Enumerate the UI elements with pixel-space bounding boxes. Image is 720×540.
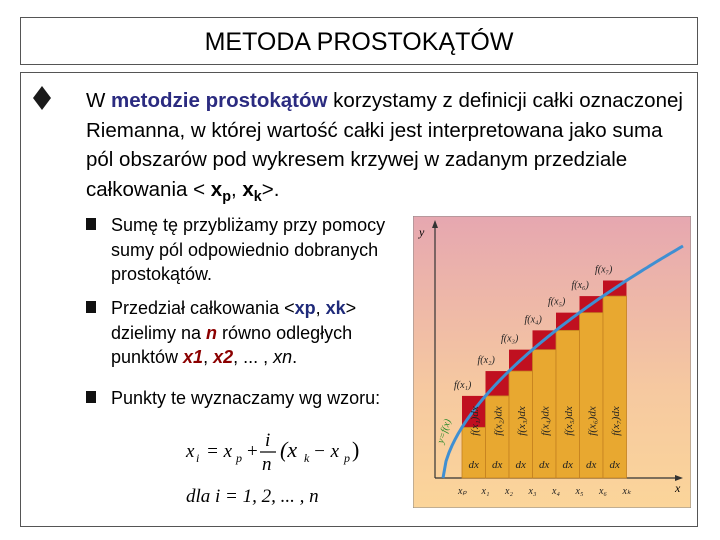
bar-area-label: f(x₇)dx [609,406,622,436]
square-bullet-icon [86,218,96,230]
bar-rectangle [580,313,604,478]
dx-label: dx [468,459,479,471]
svg-text:− x: − x [313,441,340,462]
y-axis-label: y [419,225,425,239]
formula-image [180,422,366,514]
function-value-label: f(x₇) [595,264,613,276]
svg-text:(x: (x [280,437,298,462]
emphasis-term: metodzie prostokątów [111,89,328,112]
svg-text:i: i [196,451,200,465]
x-tick-label: x₃ [528,486,537,497]
dx-label: dx [515,459,526,471]
dx-label: dx [492,459,503,471]
svg-text:p: p [236,451,242,465]
x-tick-label: x₆ [599,486,607,497]
bar-rectangle [603,296,627,478]
svg-text:i: i [265,430,271,451]
x-tick-label: x₄ [552,486,560,497]
function-value-label: f(x₃) [501,333,519,345]
diamond-bullet-icon [33,86,51,110]
square-bullet-icon [86,301,96,313]
function-value-label: f(x₄) [524,314,542,326]
rectangle-method-graph [413,216,691,508]
function-value-label: f(x₁) [454,379,472,391]
dx-label: dx [586,459,597,471]
svg-text:+: + [247,441,258,462]
x-tick-label: x₂ [505,486,513,497]
slide-title: METODA PROSTOKĄTÓW [20,17,698,65]
bar-area-label: f(x₆)dx [586,406,599,436]
svg-text:x: x [186,441,195,462]
bar-area-label: f(x₁)dx [468,406,481,436]
main-paragraph: W metodzie prostokątów korzystamy z definicji całki oznaczonej Riemanna, w której wartość całki jest interpretowana jako suma pól obszarów pod wykresem krzywej w zadanym przedziale całkowania < $x_p$, $x_k>$. [86,89,683,205]
square-bullet-icon [86,391,96,403]
x-tick-label: xₚ [458,486,467,497]
dx-label: dx [562,459,573,471]
x-tick-label: xₖ [622,486,632,497]
x-axis-label: x [675,481,681,495]
dx-label: dx [539,459,550,471]
svg-text:p: p [344,451,350,465]
function-value-label: f(x₆) [571,280,589,292]
bar-area-label: f(x₄)dx [539,406,552,436]
svg-text:): ) [352,437,360,462]
bar-area-label: f(x₃)dx [515,406,528,436]
dx-label: dx [609,459,620,471]
function-value-label: f(x₂) [477,355,495,367]
x-tick-label: x₁ [481,486,490,497]
bar-area-label: f(x₂)dx [492,406,505,436]
bar-rectangle [556,330,580,478]
svg-text:n: n [262,454,272,475]
curve-label: y=f(x) [435,417,454,445]
svg-text:k: k [304,451,310,465]
svg-text:dla i = 1, 2, ... , n: dla i = 1, 2, ... , n [186,486,319,507]
bar-area-label: f(x₅)dx [562,406,575,436]
svg-text:= x: = x [206,441,233,462]
function-value-label: f(x₅) [548,296,566,308]
x-tick-label: x₅ [575,486,584,497]
